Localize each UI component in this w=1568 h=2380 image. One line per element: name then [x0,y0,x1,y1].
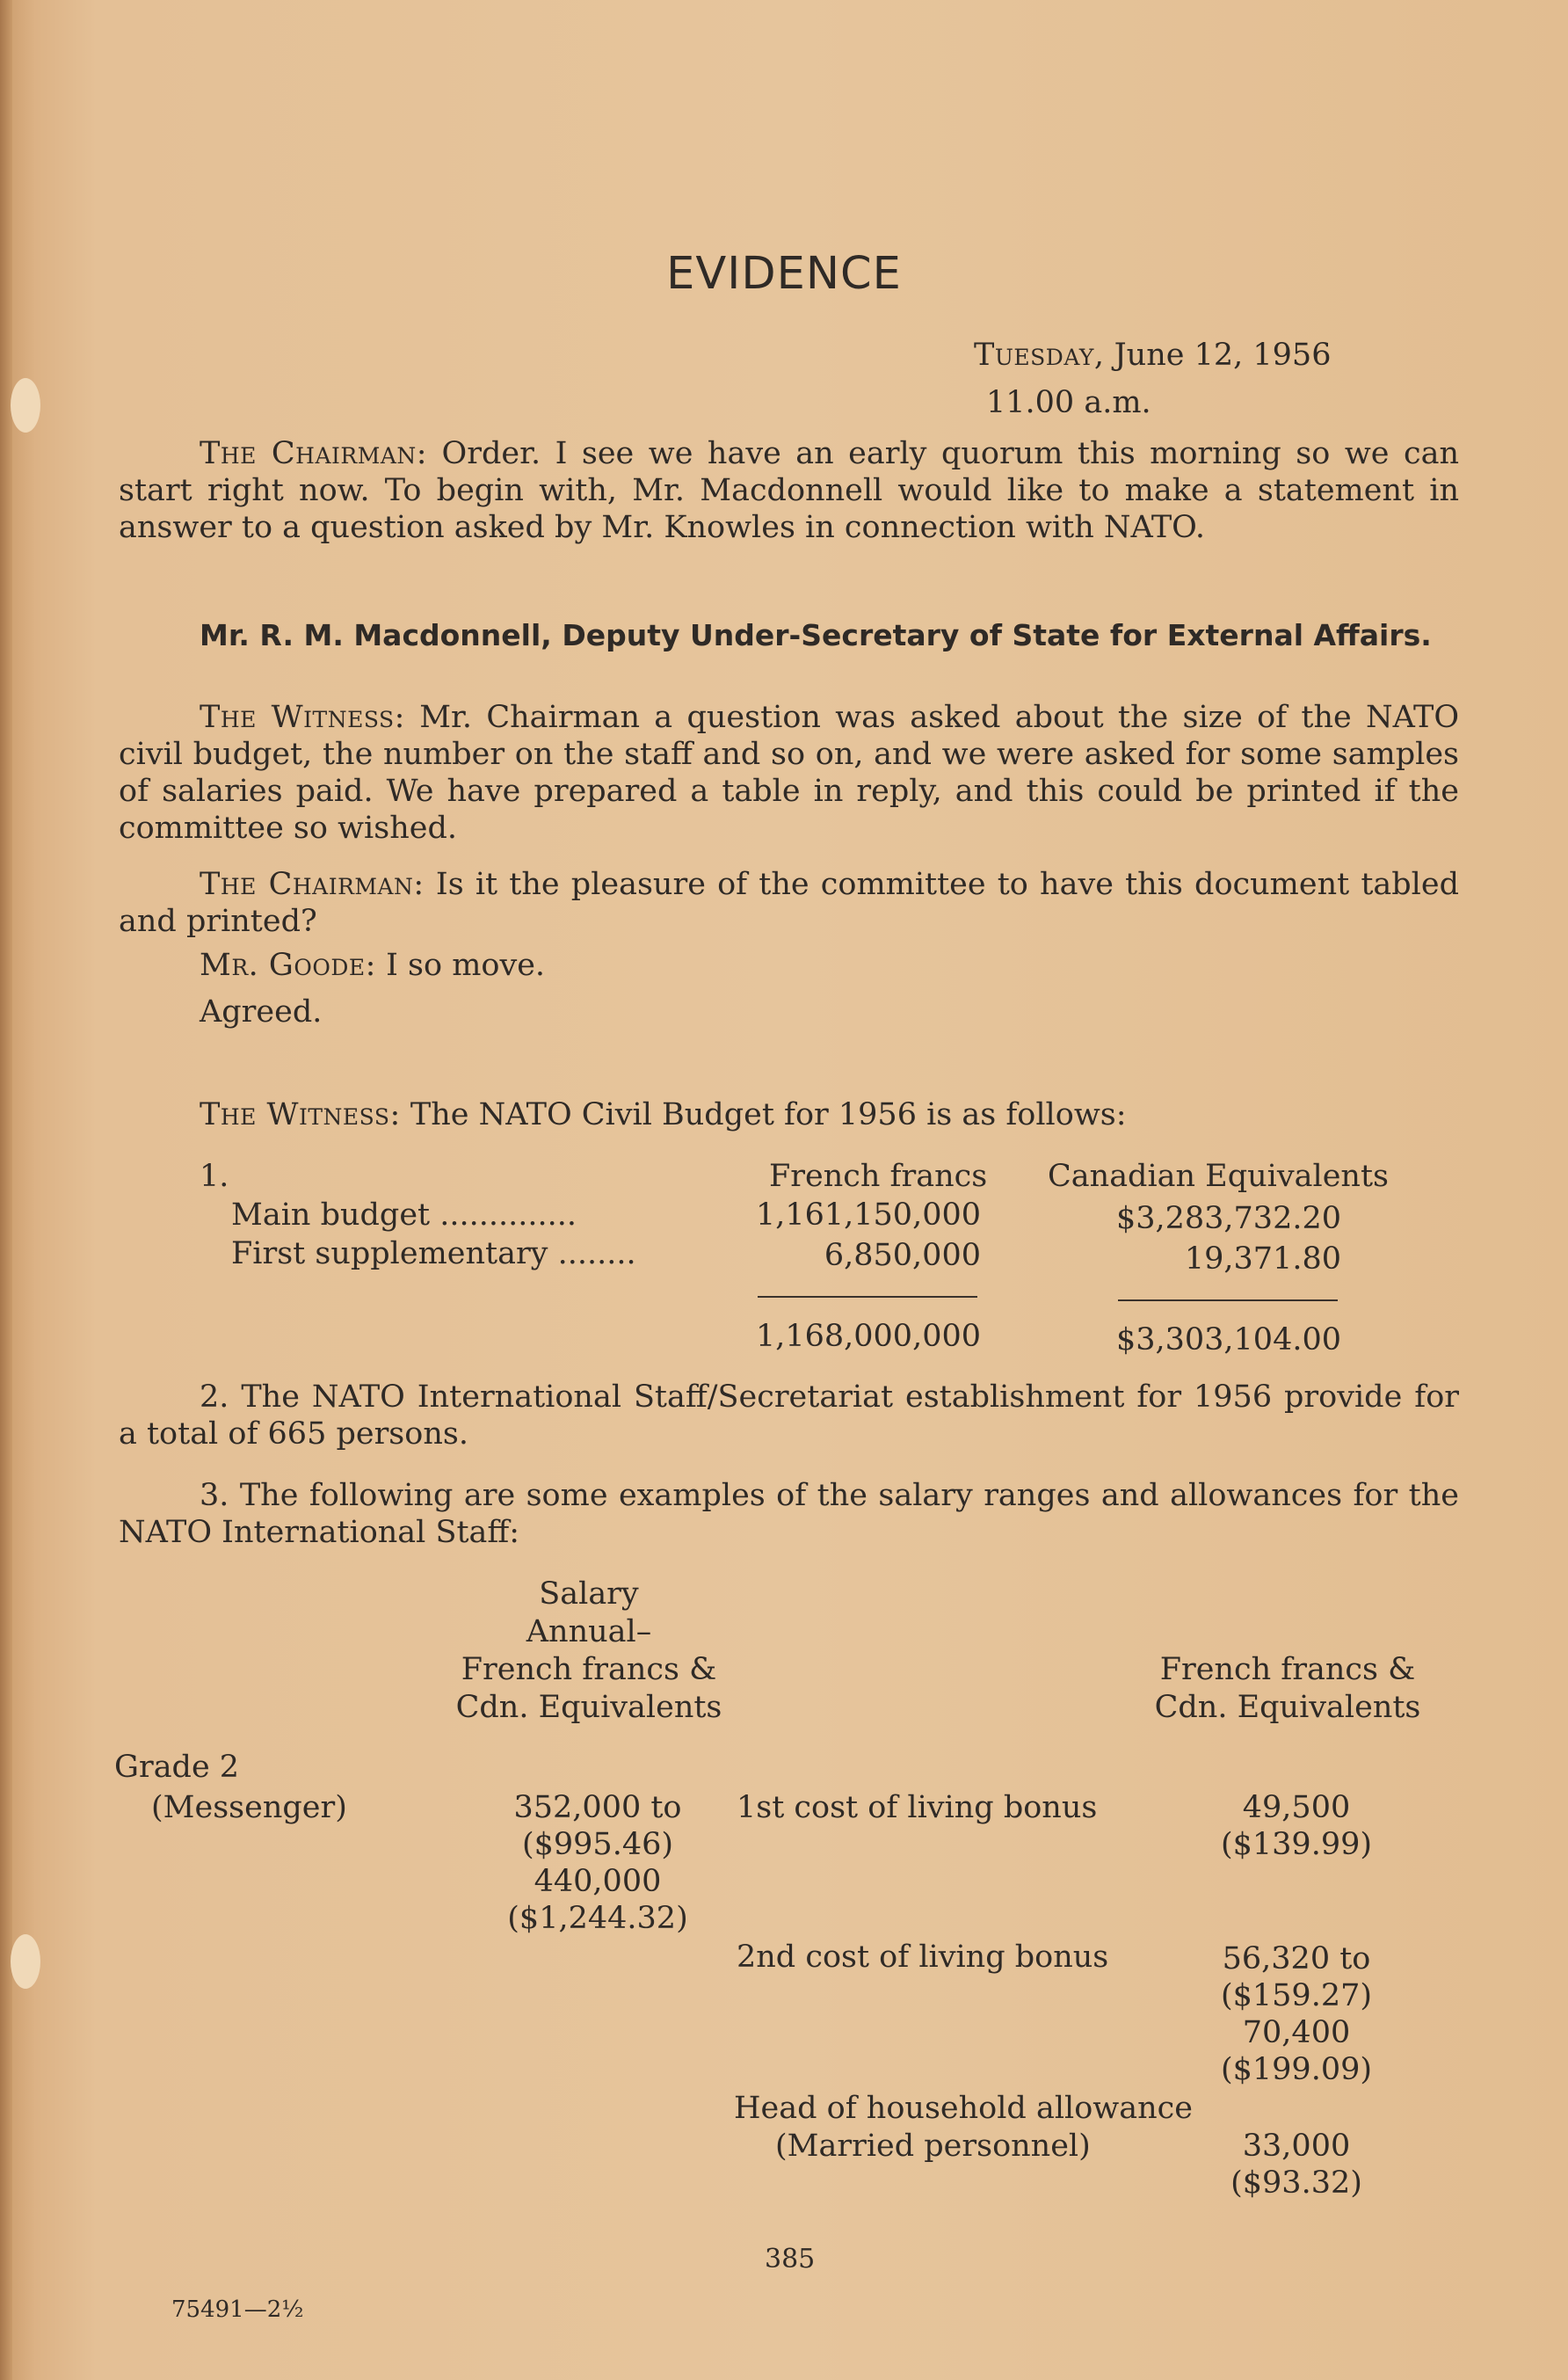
allowance-name: 1st cost of living bonus [737,1790,1098,1825]
binding-hole [11,378,40,433]
budget-row-francs: 1,161,150,000 [755,1197,981,1233]
budget-total-francs: 1,168,000,000 [755,1319,981,1354]
budget-col-canadian: Canadian Equivalents [1048,1159,1389,1194]
budget-row-canadian: 19,371.80 [1184,1241,1341,1277]
paragraph-chairman-question: The Chairman: Is it the pleasure of the committee to have this document tabled and printed? [119,867,1459,939]
salary-value: 352,000 to [513,1790,682,1825]
paragraph-witness-statement: The Witness: Mr. Chairman a question was asked about the size of the NATO civil budget, the number on the staff and so on, and we were asked for some samples of salaries paid. We have prepared a table in reply, and this could be printed if the committee so wished. [119,700,1460,846]
page-title: EVIDENCE [666,248,902,300]
allowance-value: ($159.27) [1220,1978,1373,2013]
grade-label: Grade 2 [114,1750,240,1785]
book-spine-edge [0,0,12,2380]
budget-row-label: First supplementary ........ [231,1236,636,1271]
paragraph-agreed: Agreed. [200,994,323,1030]
allowance-value: 33,000 [1242,2129,1351,2164]
binding-hole [11,1934,40,1989]
allowance-name: Head of household allowance [734,2091,1193,2126]
footer-code: 75491—2½ [171,2296,304,2323]
page-number: 385 [765,2244,816,2274]
allowance-header-line: Cdn. Equivalents [1154,1690,1421,1725]
total-rule [1118,1299,1338,1301]
budget-total-canadian: $3,303,104.00 [1115,1322,1341,1357]
budget-row-canadian: $3,283,732.20 [1115,1201,1341,1236]
allowance-value: ($199.09) [1220,2052,1373,2087]
budget-row-label: Main budget .............. [231,1197,577,1233]
position-label: (Messenger) [151,1790,347,1825]
paragraph-item-2: 2. The NATO International Staff/Secretariat establishment for 1956 provide for a total of 665 persons. [119,1379,1459,1452]
allowance-value: ($93.32) [1230,2165,1362,2201]
paragraph-item-3: 3. The following are some examples of the salary ranges and allowances for the NATO International Staff: [119,1478,1459,1550]
allowance-value: ($139.99) [1220,1827,1373,1862]
paragraph-chairman-opening: The Chairman: Order. I see we have an early quorum this morning so we can start right now. To begin with, Mr. Macdonnell would like to make a statement in answer to a question asked by Mr. Knowles in connection with NATO. [119,436,1459,545]
salary-header-line: Annual– [526,1614,652,1649]
allowance-value: 70,400 [1242,2015,1351,2050]
session-time: 11.00 a.m. [986,385,1151,420]
budget-item-number: 1. [200,1159,229,1194]
budget-col-francs: French francs [769,1159,988,1194]
budget-row-francs: 6,850,000 [824,1238,981,1273]
total-rule [758,1296,977,1298]
allowance-name: 2nd cost of living bonus [737,1940,1109,1975]
salary-value: ($995.46) [521,1827,674,1862]
allowance-header-line: French francs & [1159,1652,1416,1687]
witness-heading: Mr. R. M. Macdonnell, Deputy Under-Secretary of State for External Affairs. [200,618,1432,652]
paragraph-goode-motion: Mr. Goode: I so move. [200,948,546,983]
session-date: Tuesday, June 12, 1956 [974,338,1332,373]
allowance-value: 49,500 [1242,1790,1351,1825]
salary-value: ($1,244.32) [507,1901,688,1936]
salary-value: 440,000 [534,1864,662,1899]
allowance-sub: (Married personnel) [775,2129,1091,2164]
salary-header-line: Salary [539,1576,639,1612]
allowance-value: 56,320 to [1222,1941,1371,1976]
salary-header-line: Cdn. Equivalents [455,1690,722,1725]
paragraph-budget-intro: The Witness: The NATO Civil Budget for 1956 is as follows: [200,1097,1127,1132]
salary-header-line: French francs & [461,1652,717,1687]
